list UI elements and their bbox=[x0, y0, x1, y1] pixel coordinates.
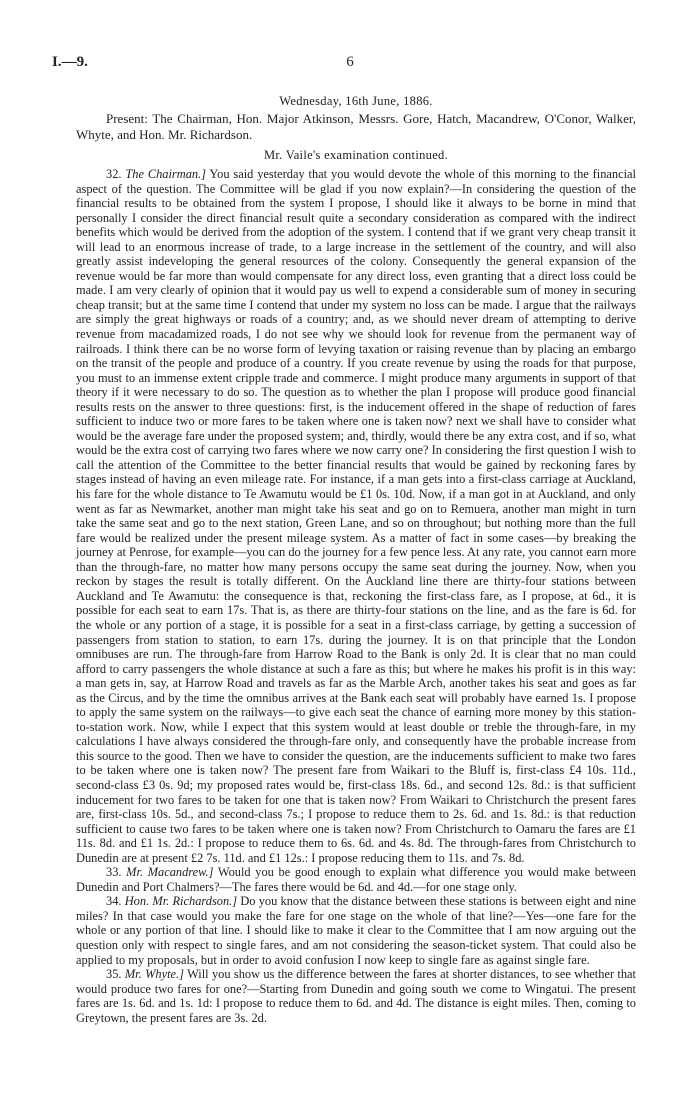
date-heading: Wednesday, 16th June, 1886. bbox=[279, 94, 433, 108]
paragraph-number: 32. bbox=[106, 167, 122, 181]
speaker: Mr. Whyte.] bbox=[124, 967, 184, 982]
speaker: Mr. Macandrew.] bbox=[126, 865, 214, 880]
page-number: 6 bbox=[346, 54, 354, 70]
paragraph-35 bbox=[76, 967, 636, 1025]
speaker: Hon. Mr. Richardson.] bbox=[124, 894, 238, 909]
paragraph-33 bbox=[76, 865, 636, 894]
body-text bbox=[76, 167, 636, 1025]
document-reference: I.—9. bbox=[52, 54, 88, 70]
paragraph-text: Would you be good enough to explain what difference you would make between Dunedin and Port Chalmers?—The fares there would be 6d. and 4d.—for one stage only. bbox=[76, 865, 636, 894]
paragraph-number: 34. bbox=[106, 894, 122, 909]
paragraph-text: Do you know that the distance between these stations is between eight and nine miles? In that case would you make the fare for one stage on the whole of that line?—Yes—one fare for the whole or any portion of that line. I should like to make it clear to the Committee that I am now arguing out the question only with respect to single fares, and am not considering the season-ticket system. That could also be applied to my proposals, but in order to avoid confusion I now keep to single fare as against single fare. bbox=[76, 894, 636, 967]
paragraph-text: Will you show us the difference between the fares at shorter distances, to see whether that would produce two fares for one?—Starting from Dunedin and going south we come to Wingatui. The present fares are 1s. 6d. and 1s. 1d: I propose to reduce them to 6d. and 4d. The distance is eight miles. Then, coming to Greytown, the present fares are 3s. 2d. bbox=[76, 967, 636, 1025]
paragraph-32 bbox=[76, 167, 636, 865]
paragraph-34 bbox=[76, 894, 636, 967]
examination-heading: Mr. Vaile's examination continued. bbox=[263, 148, 449, 162]
present-members: Present: The Chairman, Hon. Major Atkinson, Messrs. Gore, Hatch, Macandrew, O'Conor, Walker, Whyte, and Hon. Mr. Richardson. bbox=[76, 111, 636, 142]
paragraph-number: 35. bbox=[106, 967, 122, 982]
speaker: The Chairman.] bbox=[125, 167, 207, 181]
paragraph-text: You said yesterday that you would devote the whole of this morning to the financial aspect of the question. The Committee will be glad if you now explain?—In considering the question of the financial results to be obtained from the system I propose, I should like it always to be borne in mind that personally I consider the direct financial result quite a secondary consideration as compared with the indirect benefits which would be derived from the adoption of the system. I contend that if we grant very cheap transit it will lead to an enormous increase of trade, to a large increase in the settlement of the country, and will also greatly assist indeveloping the general resources of the colony. Consequently the general expansion of the revenue would be far more than would compensate for any direct loss, even granting that a direct loss could be made. I am very clearly of opinion that it would pay us well to expend a considerable sum of money in securing cheap transit; but at the same time I contend that under my system no loss can be made. I argue that the railways are simply the great highways or roads of a country; and, as we should never dream of attempting to derive revenue from macadamized roads, I do not see why we should look for revenue from the permanent way of railroads. I think there can be no worse form of levying taxation or raising revenue than by placing an embargo on the transit of the people and produce of a country. If you create revenue by using the roads for that purpose, you must to an immense extent cripple trade and commerce. I might produce many arguments in support of that theory if it were necessary to do so. The question as to whether the plan I propose will produce good financial results rests on the answer to three questions: first, is the inducement offered in the shape of reduction of fares sufficient to induce two or more fares to be taken where one is taken now? next we shall have to consider what would be the average fare under the proposed system; and, thirdly, would there be any extra cost, and if so, what would be the extra cost of carrying two fares where we now carry one? In considering the first question I wish to call the attention of the Committee to the better financial results that would be gained by reckoning fares by stages instead of having an even mileage rate. For instance, if a man gets into a first-class carriage at Auckland, his fare for the whole distance to Te Awamutu would be £1 0s. 10d. Now, if a man got in at Auckland, and only went as far as Newmarket, another man might take his seat and go on to Remuera, another man might in turn take the same seat and go to the next station, Green Lane, and so on throughout; but nothing more than the full fare would be realized under the present mileage system. As a matter of fact in some cases—by breaking the journey at Penrose, for example—you can do the journey for a few pence less. At any rate, you cannot earn more than the through-fare, no matter how many persons occupy the same seat during the journey. Now, when you reckon by stages the result is totally different. On the Auckland line there are thirty-four stations between Auckland and Te Awamutu: the consequence is that, reckoning the first-class fare, as I propose, at 6d., it is possible for each seat to earn 17s. That is, as there are thirty-four stations on the line, and as the fare is 6d. for the whole or any portion of a stage, it is possible for a seat in a first-class carriage, by getting a succession of passengers from station to station, to earn 17s. during the journey. It is on that principle that the London omnibuses are run. The through-fare from Harrow Road to the Bank is only 2d. It is clear that no man could afford to carry passengers the whole distance at such a fare as this; but where he makes his profit is in this way: a man gets in, say, at Harrow Road and travels as far as the Marble Arch, another takes his seat and goes as far as the Circus, and by the time the omnibus arrives at the Bank each seat will probably have earned 1s. I propose to apply the same system on the railways—to give each seat the chance of earning more money by this station-to-station work. Now, while I expect that this system would at least double or treble the through-fare, in my calculations I have always considered the through-fare only, and consequently have the probable increase from this source to the good. Then we have to consider the question, are the inducements sufficient to make two fares to be taken where one is taken now? The present fare from Waikari to the Bluff is, first-class £4 10s. 11d., second-class £3 0s. 9d; my proposed rates would be, first-class 18s. 6d., and second 12s. 8d.: is that sufficient inducement for two fares to be taken for one that is taken now? From Waikari to Christchurch the present fares are, first-class 10s. 5d., and second-class 7s.; I propose to reduce them to 2s. 6d. and 1s. 8d.: is that reduction sufficient to cause two fares to be taken where one is taken now? From Christchurch to Oamaru the fares are £1 11s. 8d. and £1 1s. 2d.: I propose to reduce them to 6s. 6d. and 4s. 8d. The through-fares from Christchurch to Dunedin are at present £2 7s. 11d. and £1 12s.: I propose reducing them to 11s. and 7s. 8d. bbox=[76, 167, 636, 865]
paragraph-number: 33. bbox=[106, 865, 122, 880]
